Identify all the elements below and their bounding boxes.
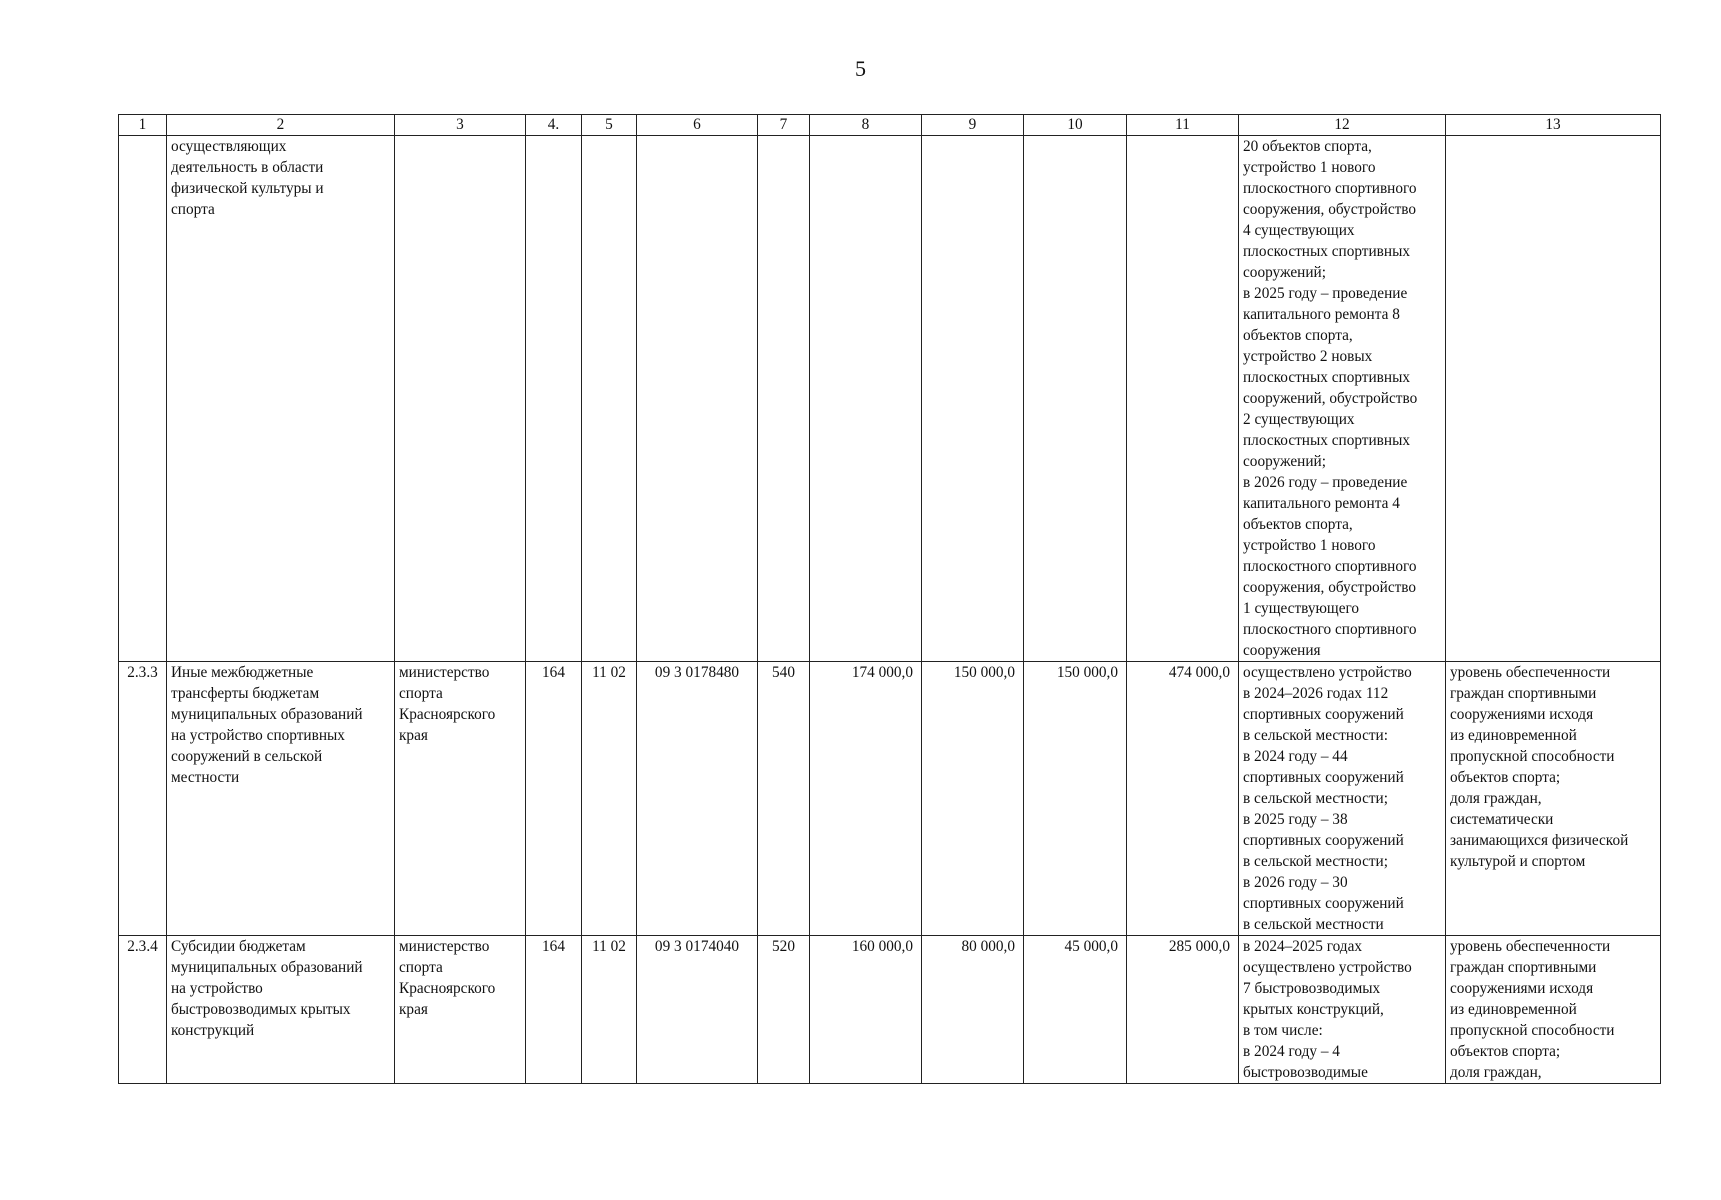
amount-total-cell: 474 000,0 [1127, 662, 1239, 936]
amount-2025-cell: 80 000,0 [922, 936, 1024, 1084]
column-header: 5 [582, 115, 637, 136]
amount-2025-cell [922, 136, 1024, 662]
column-header: 2 [167, 115, 395, 136]
measure-name-cell: Субсидии бюджетам муниципальных образований на устройство быстровозводимых крытых конструкций [167, 936, 395, 1084]
page-number: 5 [855, 56, 866, 81]
expected-result-cell: 20 объектов спорта, устройство 1 нового плоскостного спортивного сооружения, обустройство 4 существующих плоскостных спортивных сооружений; в 2025 году – проведение капитального ремонта 8 объектов спорта, устройство 2 новых плоскостных спортивных сооружений, обустройство 2 существующих плоскостных спортивных сооружений; в 2026 году – проведение капитального ремонта 4 объектов спорта, устройство 1 нового плоскостного спортивного сооружения, обустройство 1 существующего плоскостного спортивного сооружения [1239, 136, 1446, 662]
measure-name-cell: осуществляющих деятельность в области физической культуры и спорта [167, 136, 395, 662]
amount-2024-cell: 160 000,0 [810, 936, 922, 1084]
row-number-cell: 2.3.4 [119, 936, 167, 1084]
table-row [119, 136, 1661, 662]
indicator-cell: уровень обеспеченности граждан спортивными сооружениями исходя из единовременной пропускной способности объектов спорта; доля граждан, [1446, 936, 1661, 1084]
expected-result-cell: в 2024–2025 годах осуществлено устройство 7 быстровозводимых крытых конструкций, в том числе: в 2024 году – 4 быстровозводимые [1239, 936, 1446, 1084]
section-code-cell: 11 02 [582, 662, 637, 936]
row-number-cell: 2.3.3 [119, 662, 167, 936]
row-number-cell [119, 136, 167, 662]
column-header: 8 [810, 115, 922, 136]
column-header: 1 [119, 115, 167, 136]
amount-2025-cell: 150 000,0 [922, 662, 1024, 936]
measure-name-cell: Иные межбюджетные трансферты бюджетам муниципальных образований на устройство спортивных сооружений в сельской местности [167, 662, 395, 936]
column-header: 4. [526, 115, 582, 136]
target-article-cell: 09 3 0174040 [637, 936, 758, 1084]
table-row [119, 936, 1661, 1084]
column-header: 10 [1024, 115, 1127, 136]
amount-total-cell: 285 000,0 [1127, 936, 1239, 1084]
target-article-cell: 09 3 0178480 [637, 662, 758, 936]
amount-2024-cell: 174 000,0 [810, 662, 922, 936]
column-header: 6 [637, 115, 758, 136]
amount-2026-cell [1024, 136, 1127, 662]
section-code-cell [582, 136, 637, 662]
expense-type-cell: 520 [758, 936, 810, 1084]
expense-type-cell [758, 136, 810, 662]
section-code-cell: 11 02 [582, 936, 637, 1084]
executor-cell: министерство спорта Красноярского края [395, 662, 526, 936]
amount-2026-cell: 150 000,0 [1024, 662, 1127, 936]
column-header: 13 [1446, 115, 1661, 136]
column-header: 12 [1239, 115, 1446, 136]
executor-cell [395, 136, 526, 662]
indicator-cell [1446, 136, 1661, 662]
amount-2026-cell: 45 000,0 [1024, 936, 1127, 1084]
column-header: 9 [922, 115, 1024, 136]
amount-2024-cell [810, 136, 922, 662]
table-row [119, 662, 1661, 936]
column-header: 11 [1127, 115, 1239, 136]
grbs-cell [526, 136, 582, 662]
amount-total-cell [1127, 136, 1239, 662]
program-table [118, 114, 1661, 1084]
target-article-cell [637, 136, 758, 662]
grbs-cell: 164 [526, 662, 582, 936]
header-row [119, 115, 1661, 136]
column-header: 7 [758, 115, 810, 136]
expense-type-cell: 540 [758, 662, 810, 936]
executor-cell: министерство спорта Красноярского края [395, 936, 526, 1084]
grbs-cell: 164 [526, 936, 582, 1084]
indicator-cell: уровень обеспеченности граждан спортивными сооружениями исходя из единовременной пропускной способности объектов спорта; доля граждан, систематически занимающихся физической культурой и спортом [1446, 662, 1661, 936]
expected-result-cell: осуществлено устройство в 2024–2026 годах 112 спортивных сооружений в сельской местности: в 2024 году – 44 спортивных сооружений в сельской местности; в 2025 году – 38 спортивных сооружений в сельской местности; в 2026 году – 30 спортивных сооружений в сельской местности [1239, 662, 1446, 936]
column-header: 3 [395, 115, 526, 136]
